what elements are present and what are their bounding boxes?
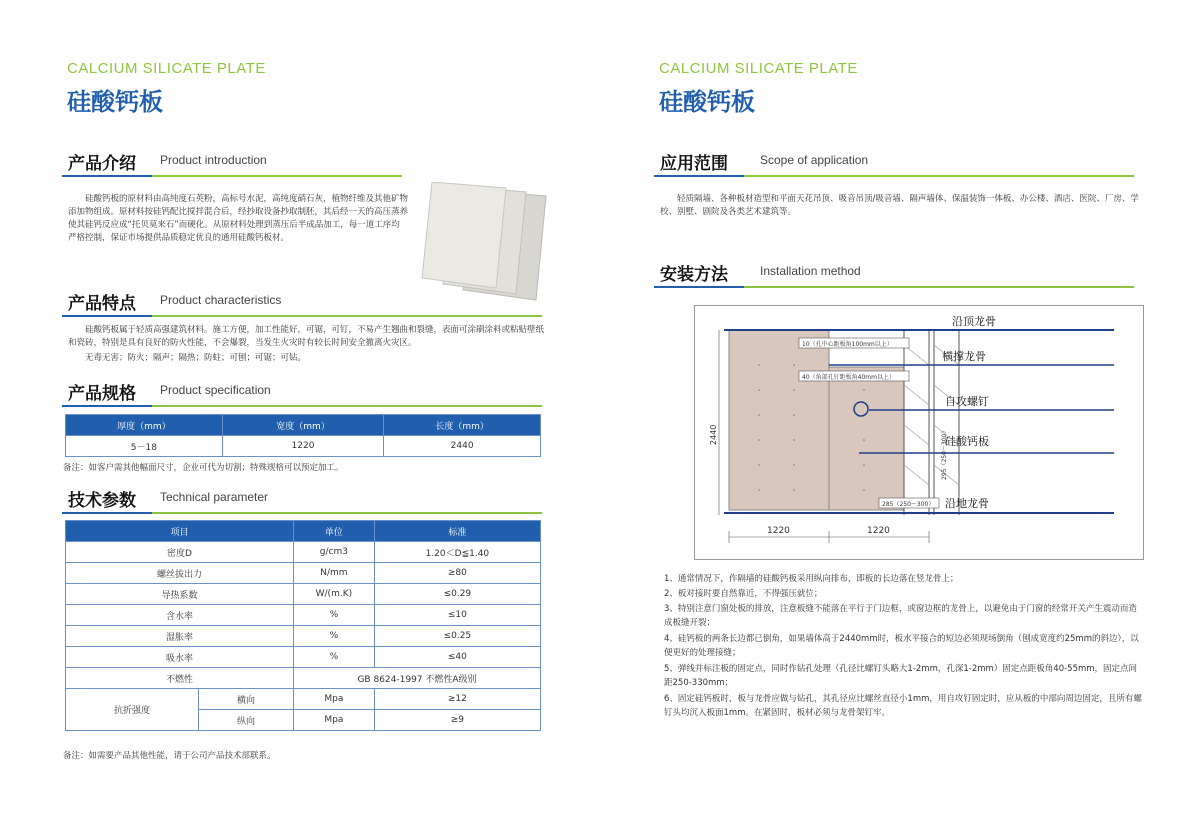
section-underline — [62, 315, 542, 317]
spec-header-thickness: 厚度（mm） — [66, 415, 223, 436]
section-title-en: Technical parameter — [160, 490, 269, 504]
section-title-cn: 应用范围 — [660, 154, 728, 174]
section-title-cn: 产品规格 — [68, 384, 136, 404]
section-title-en: Scope of application — [760, 153, 869, 167]
section-spec-header — [68, 375, 548, 409]
table-row: 螺丝拔出力 N/mm ≥80 — [66, 563, 541, 584]
tech-header-standard: 标准 — [374, 521, 540, 542]
dim-285: 285（250～300） — [882, 501, 935, 508]
page-title-cn: 硅酸钙板 — [67, 88, 163, 116]
dim-w1: 1220 — [767, 526, 790, 536]
table-row: 密度D g/cm3 1.20＜D≦1.40 — [66, 542, 541, 563]
board-right — [829, 367, 904, 510]
step-4: 4、硅钙板的两条长边都已倒角，如果墙体高于2440mm时，板水平接合的短边必须现场倒角（刨成宽度约25mm的斜边），以便更好的处理接缝； — [664, 634, 1139, 658]
spec-header-length: 长度（mm） — [384, 415, 541, 436]
spec-cell-thickness: 5－18 — [66, 436, 223, 457]
section-tech-header — [68, 482, 548, 516]
table-row: 吸水率 % ≤40 — [66, 647, 541, 668]
dim-top1: 10（孔中心距板角100mm以上） — [802, 341, 893, 348]
section-scope-header — [660, 145, 1140, 179]
label-board: 硅酸钙板 — [945, 435, 989, 448]
table-row: 导热系数 W/(m.K) ≤0.29 — [66, 584, 541, 605]
section-title-cn: 产品特点 — [68, 294, 136, 314]
page-title-cn: 硅酸钙板 — [659, 88, 755, 116]
board-left — [729, 330, 829, 510]
section-install-header — [660, 256, 1140, 290]
tech-table — [65, 520, 541, 731]
label-cross-brace: 横撑龙骨 — [942, 350, 986, 363]
page-title-en: CALCIUM SILICATE PLATE — [659, 60, 858, 77]
step-1: 1、通常情况下，作隔墙的硅酸钙板采用纵向排布，即板的长边落在竖龙骨上； — [664, 574, 959, 584]
page-title-en: CALCIUM SILICATE PLATE — [67, 60, 266, 77]
spec-cell-length: 2440 — [384, 436, 541, 457]
table-row: 不燃性 GB 8624-1997 不燃性A级别 — [66, 668, 541, 689]
spec-cell-width: 1220 — [222, 436, 384, 457]
spec-header-width: 宽度（mm） — [222, 415, 384, 436]
dim-top2: 40（角部孔钉距板角40mm以上） — [802, 374, 895, 381]
dim-295: 295（250～300） — [941, 427, 948, 480]
step-6: 6、固定硅钙板时，板与龙骨应做与钻孔，其孔径应比螺丝直径小1mm，用自攻钉固定时，应从板的中部向周边固定，且所有螺钉头均沉入板面1mm。在紧固时，板材必须与龙骨架钉牢。 — [664, 694, 1142, 718]
dim-height: 2440 — [709, 424, 718, 445]
section-title-en: Product introduction — [160, 153, 267, 167]
spec-note: 备注：如客户需其他幅面尺寸，企业可代为切割；特殊规格可以预定加工。 — [63, 463, 344, 473]
section-underline — [62, 405, 542, 407]
section-features-header — [68, 285, 548, 319]
features-paragraph: 硅酸钙板属于轻质高强建筑材料。施工方便，加工性能好，可锯，可钉，不易产生翘曲和裂缝，表面可涂刷涂料或粘贴壁纸和瓷砖，特别是具有良好的防火性能，不会爆裂，当发生火灾时有较长时间安全撤离火灾区。 — [68, 325, 545, 348]
section-intro-header — [68, 145, 408, 179]
label-bottom-track: 沿地龙骨 — [945, 497, 989, 510]
section-title-en: Installation method — [760, 264, 861, 278]
step-2: 2、板对接时要自然靠近，不得强压就位； — [664, 589, 823, 599]
section-underline — [654, 286, 1134, 288]
spec-table — [65, 414, 541, 457]
right-page — [600, 0, 1200, 820]
step-5: 5、弹线并标注板的固定点，同时作钻孔处理（孔径比螺钉头略大1-2mm，孔深1-2mm）固定点距板角40-55mm，固定点间距250-330mm； — [664, 664, 1138, 688]
tech-header-unit: 单位 — [294, 521, 375, 542]
section-underline — [654, 175, 1134, 177]
section-underline — [62, 512, 542, 514]
tech-header-item: 项目 — [66, 521, 294, 542]
label-screw: 自攻螺钉 — [945, 395, 989, 408]
section-title-cn: 安装方法 — [660, 265, 728, 285]
section-title-cn: 技术参数 — [68, 491, 136, 511]
section-title-en: Product characteristics — [160, 293, 282, 307]
calcium-silicate-boards-image — [418, 182, 558, 302]
section-title-en: Product specification — [160, 383, 271, 397]
table-row: 纵向 Mpa ≥9 — [66, 710, 541, 731]
dim-w2: 1220 — [867, 526, 890, 536]
step-3: 3、特别注意门窗处板的排放，注意板缝不能落在平行于门边框，或窗边框的龙骨上，以避免由于门窗的经常开关产生震动而造成板缝开裂； — [664, 604, 1137, 628]
table-row: 湿胀率 % ≤0.25 — [66, 626, 541, 647]
installation-diagram — [694, 305, 1144, 560]
scope-paragraph: 轻质隔墙、各种板材造型和平面天花吊顶、吸音吊顶/吸音墙、隔声墙体、保温装饰一体板、办公楼、酒店、医院、厂房、学校、别墅、剧院及各类艺术建筑等。 — [660, 194, 1139, 217]
section-underline — [62, 175, 402, 177]
table-row: 含水率 % ≤10 — [66, 605, 541, 626]
label-top-track: 沿顶龙骨 — [952, 315, 996, 328]
intro-paragraph: 硅酸钙板的原材料由高纯度石英粉，高标号水泥，高纯度硝石灰，植物纤维及其他矿物添加物组成。原材料按硅钙配比搅拌混合后，经抄取设备抄取制胚，其后经一天的高压蒸养使其硅钙反应成“托贝莫来石”而硬化。从原材料处理到蒸压后半成品加工，每一道工序均严格控制，保证市场提供品质稳定优良的通用硅酸钙板材。 — [68, 194, 409, 243]
tech-note: 备注：如需要产品其他性能，请于公司产品技术部联系。 — [63, 751, 276, 761]
section-title-cn: 产品介绍 — [68, 154, 136, 174]
features-list: 无毒无害；防火；隔声；隔热；防蛀；可刨；可锯；可钻。 — [85, 353, 307, 363]
table-row: 抗折强度 横向 Mpa ≥12 — [66, 689, 541, 710]
